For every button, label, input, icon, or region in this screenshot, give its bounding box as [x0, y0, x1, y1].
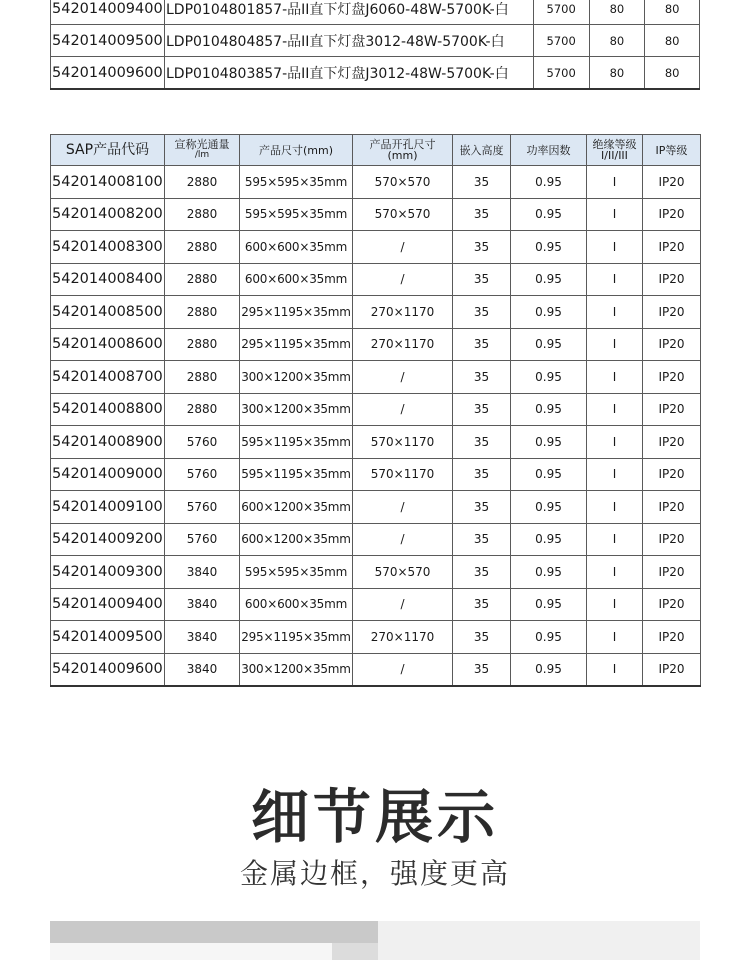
cutout-cell: 570×1170 — [353, 426, 453, 459]
header-insulation-line2: I/II/III — [601, 149, 628, 162]
size-cell: 595×595×35mm — [240, 198, 353, 231]
insulation-cell: I — [587, 621, 643, 654]
product-list-body — [51, 0, 700, 89]
power-factor-cell: 0.95 — [511, 588, 587, 621]
header-cutout-line2: (mm) — [387, 149, 418, 162]
header-insulation-line1: 绝缘等级 — [592, 138, 637, 151]
depth-cell: 35 — [453, 198, 511, 231]
depth-cell: 35 — [453, 621, 511, 654]
flux-cell: 3840 — [165, 588, 240, 621]
cutout-cell: / — [353, 393, 453, 426]
size-cell: 295×1195×35mm — [240, 328, 353, 361]
ip-rating-cell: IP20 — [643, 653, 701, 686]
sap-code-cell: 542014008200 — [51, 198, 165, 231]
flux-cell: 5760 — [165, 491, 240, 524]
flux-cell: 5760 — [165, 458, 240, 491]
depth-cell: 35 — [453, 231, 511, 264]
insulation-cell: I — [587, 491, 643, 524]
depth-cell: 35 — [453, 166, 511, 199]
ra-cell: 80 — [589, 57, 645, 90]
table-row — [51, 491, 701, 524]
sap-code-cell: 542014009400 — [51, 0, 165, 25]
section-subtitle: 金属边框，强度更高 — [239, 857, 510, 890]
sap-code-cell: 542014009200 — [51, 523, 165, 556]
sap-code-cell: 542014008400 — [51, 263, 165, 296]
table-row — [51, 653, 701, 686]
header-insulation — [587, 135, 643, 166]
insulation-cell: I — [587, 198, 643, 231]
ip-rating-cell: IP20 — [643, 361, 701, 394]
power-factor-cell: 0.95 — [511, 523, 587, 556]
power-factor-cell: 0.95 — [511, 231, 587, 264]
cutout-cell: / — [353, 523, 453, 556]
header-flux — [165, 135, 240, 166]
product-list-table — [50, 0, 700, 90]
sap-code-cell: 542014008100 — [51, 166, 165, 199]
insulation-cell: I — [587, 458, 643, 491]
depth-cell: 35 — [453, 361, 511, 394]
flux-cell: 2880 — [165, 263, 240, 296]
product-name-cell: LDP0104803857-品II直下灯盘J3012-48W-5700K-白 — [164, 57, 533, 90]
product-name-cell: LDP0104801857-品II直下灯盘J6060-48W-5700K-白 — [164, 0, 533, 25]
sap-code-cell: 542014008900 — [51, 426, 165, 459]
sap-code-cell: 542014009400 — [51, 588, 165, 621]
table-row — [51, 393, 701, 426]
table-row — [51, 621, 701, 654]
sap-code-cell: 542014008600 — [51, 328, 165, 361]
section-title: 细节展示 — [250, 783, 499, 851]
cutout-cell: / — [353, 231, 453, 264]
depth-cell: 35 — [453, 426, 511, 459]
header-cutout-line1: 产品开孔尺寸 — [369, 138, 436, 151]
cutout-cell: / — [353, 588, 453, 621]
frame-edge — [332, 943, 378, 960]
power-factor-cell: 0.95 — [511, 198, 587, 231]
power-factor-cell: 0.95 — [511, 296, 587, 329]
panel-surface — [50, 943, 332, 960]
depth-cell: 35 — [453, 523, 511, 556]
depth-cell: 35 — [453, 653, 511, 686]
sap-code-cell: 542014009100 — [51, 491, 165, 524]
ip-rating-cell: IP20 — [643, 328, 701, 361]
cct-cell: 5700 — [533, 57, 589, 90]
table-row — [51, 57, 700, 90]
insulation-cell: I — [587, 588, 643, 621]
insulation-cell: I — [587, 166, 643, 199]
flux-cell: 5760 — [165, 426, 240, 459]
flux-cell: 2880 — [165, 296, 240, 329]
sap-code-cell: 542014009600 — [51, 57, 165, 90]
ip-rating-cell: IP20 — [643, 426, 701, 459]
insulation-cell: I — [587, 556, 643, 589]
insulation-cell: I — [587, 231, 643, 264]
table-row — [51, 166, 701, 199]
power-factor-cell: 0.95 — [511, 328, 587, 361]
size-cell: 600×600×35mm — [240, 231, 353, 264]
depth-cell: 35 — [453, 491, 511, 524]
header-size: 产品尺寸(mm) — [240, 135, 353, 166]
power-factor-cell: 0.95 — [511, 458, 587, 491]
cutout-cell: / — [353, 491, 453, 524]
size-cell: 600×1200×35mm — [240, 523, 353, 556]
cutout-cell: / — [353, 263, 453, 296]
sap-code-cell: 542014008700 — [51, 361, 165, 394]
cutout-cell: / — [353, 653, 453, 686]
cutout-cell: 570×570 — [353, 166, 453, 199]
ra-cell: 80 — [589, 25, 645, 57]
size-cell: 595×595×35mm — [240, 556, 353, 589]
flux-cell: 5760 — [165, 523, 240, 556]
sap-code-cell: 542014009000 — [51, 458, 165, 491]
spec-table — [50, 134, 701, 687]
flux-cell: 2880 — [165, 393, 240, 426]
cct-cell: 5700 — [533, 0, 589, 25]
table-row — [51, 556, 701, 589]
table-row — [51, 426, 701, 459]
header-cutout — [353, 135, 453, 166]
ip-rating-cell: IP20 — [643, 263, 701, 296]
insulation-cell: I — [587, 393, 643, 426]
header-ip: IP等级 — [643, 135, 701, 166]
ip-rating-cell: IP20 — [643, 393, 701, 426]
table-row — [51, 328, 701, 361]
depth-cell: 35 — [453, 458, 511, 491]
cct-cell: 5700 — [533, 25, 589, 57]
size-cell: 295×1195×35mm — [240, 296, 353, 329]
flux-cell: 3840 — [165, 556, 240, 589]
insulation-cell: I — [587, 653, 643, 686]
size-cell: 300×1200×35mm — [240, 393, 353, 426]
flux-cell: 2880 — [165, 328, 240, 361]
cutout-cell: 570×1170 — [353, 458, 453, 491]
spec-header-row — [51, 135, 701, 166]
ip-rating-cell: IP20 — [643, 588, 701, 621]
size-cell: 300×1200×35mm — [240, 653, 353, 686]
power-factor-cell: 0.95 — [511, 653, 587, 686]
ip-rating-cell: IP20 — [643, 556, 701, 589]
size-cell: 595×1195×35mm — [240, 426, 353, 459]
power-factor-cell: 0.95 — [511, 393, 587, 426]
spec-table-body — [51, 166, 701, 687]
table-row — [51, 588, 701, 621]
size-cell: 600×1200×35mm — [240, 491, 353, 524]
ra2-cell: 80 — [645, 25, 700, 57]
header-flux-line2: /lm — [194, 150, 210, 160]
sap-code-cell: 542014008300 — [51, 231, 165, 264]
insulation-cell: I — [587, 523, 643, 556]
cutout-cell: 270×1170 — [353, 296, 453, 329]
size-cell: 600×600×35mm — [240, 588, 353, 621]
depth-cell: 35 — [453, 393, 511, 426]
cutout-cell: 570×570 — [353, 556, 453, 589]
power-factor-cell: 0.95 — [511, 263, 587, 296]
ip-rating-cell: IP20 — [643, 296, 701, 329]
ip-rating-cell: IP20 — [643, 198, 701, 231]
cutout-cell: / — [353, 361, 453, 394]
size-cell: 295×1195×35mm — [240, 621, 353, 654]
sap-code-cell: 542014009300 — [51, 556, 165, 589]
flux-cell: 3840 — [165, 621, 240, 654]
flux-cell: 3840 — [165, 653, 240, 686]
flux-cell: 2880 — [165, 198, 240, 231]
header-sap: SAP产品代码 — [51, 135, 165, 166]
product-photo — [50, 921, 700, 960]
header-depth: 嵌入高度 — [453, 135, 511, 166]
power-factor-cell: 0.95 — [511, 361, 587, 394]
power-factor-cell: 0.95 — [511, 621, 587, 654]
table-row — [51, 458, 701, 491]
insulation-cell: I — [587, 263, 643, 296]
depth-cell: 35 — [453, 328, 511, 361]
table-row — [51, 296, 701, 329]
table-row — [51, 361, 701, 394]
insulation-cell: I — [587, 328, 643, 361]
cutout-cell: 570×570 — [353, 198, 453, 231]
power-factor-cell: 0.95 — [511, 166, 587, 199]
cutout-cell: 270×1170 — [353, 328, 453, 361]
sap-code-cell: 542014008500 — [51, 296, 165, 329]
ra2-cell: 80 — [645, 57, 700, 90]
ip-rating-cell: IP20 — [643, 523, 701, 556]
size-cell: 595×1195×35mm — [240, 458, 353, 491]
depth-cell: 35 — [453, 296, 511, 329]
table-row — [51, 263, 701, 296]
sap-code-cell: 542014009600 — [51, 653, 165, 686]
ip-rating-cell: IP20 — [643, 166, 701, 199]
power-factor-cell: 0.95 — [511, 556, 587, 589]
header-pf: 功率因数 — [511, 135, 587, 166]
ip-rating-cell: IP20 — [643, 231, 701, 264]
table-row — [51, 0, 700, 25]
table-row — [51, 25, 700, 57]
ip-rating-cell: IP20 — [643, 621, 701, 654]
size-cell: 600×600×35mm — [240, 263, 353, 296]
insulation-cell: I — [587, 296, 643, 329]
sap-code-cell: 542014009500 — [51, 25, 165, 57]
size-cell: 595×595×35mm — [240, 166, 353, 199]
table-row — [51, 198, 701, 231]
depth-cell: 35 — [453, 263, 511, 296]
product-name-cell: LDP0104804857-品II直下灯盘3012-48W-5700K-白 — [164, 25, 533, 57]
size-cell: 300×1200×35mm — [240, 361, 353, 394]
insulation-cell: I — [587, 361, 643, 394]
ra2-cell: 80 — [645, 0, 700, 25]
depth-cell: 35 — [453, 556, 511, 589]
flux-cell: 2880 — [165, 361, 240, 394]
ra-cell: 80 — [589, 0, 645, 25]
cutout-cell: 270×1170 — [353, 621, 453, 654]
flux-cell: 2880 — [165, 231, 240, 264]
ip-rating-cell: IP20 — [643, 491, 701, 524]
header-flux-line1: 宣称光通量 — [174, 138, 230, 151]
table-row — [51, 523, 701, 556]
ip-rating-cell: IP20 — [643, 458, 701, 491]
background-panel — [378, 921, 700, 960]
depth-cell: 35 — [453, 588, 511, 621]
flux-cell: 2880 — [165, 166, 240, 199]
power-factor-cell: 0.95 — [511, 426, 587, 459]
power-factor-cell: 0.95 — [511, 491, 587, 524]
sap-code-cell: 542014009500 — [51, 621, 165, 654]
table-row — [51, 231, 701, 264]
sap-code-cell: 542014008800 — [51, 393, 165, 426]
insulation-cell: I — [587, 426, 643, 459]
